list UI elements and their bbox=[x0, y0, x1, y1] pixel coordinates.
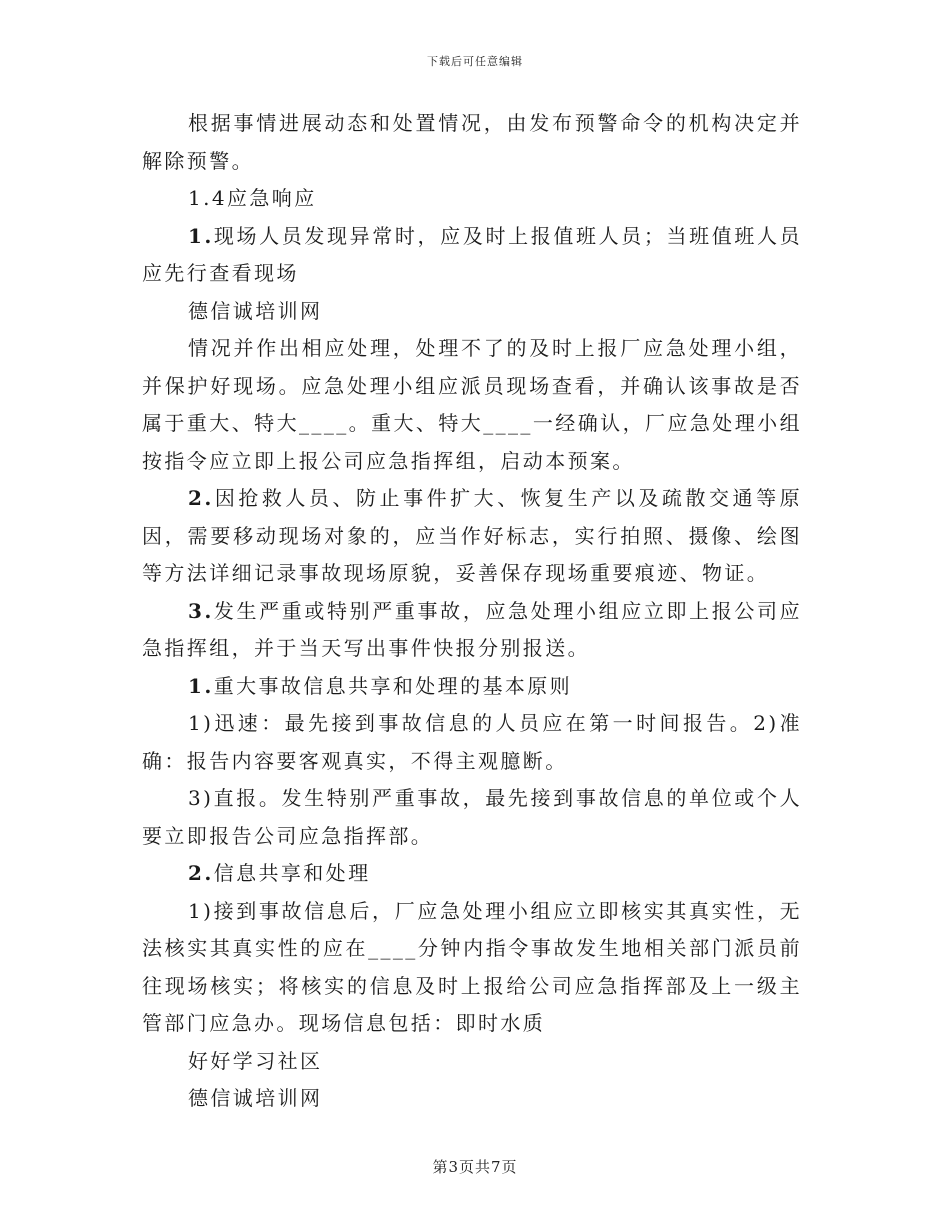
paragraph bbox=[142, 293, 802, 331]
document-body bbox=[142, 105, 802, 1118]
page-footer: 第3页共7页 bbox=[432, 1158, 518, 1176]
paragraph bbox=[142, 1080, 802, 1118]
item-number: 2. bbox=[188, 861, 214, 885]
paragraph bbox=[142, 705, 802, 780]
paragraph-text: 根据事情进展动态和处置情况，由发布预警命令的机构决定并解除预警。 bbox=[142, 111, 802, 173]
paragraph-text: 现场人员发现异常时，应及时上报值班人员；当班值班人员应先行查看现场 bbox=[142, 223, 802, 285]
paragraph bbox=[142, 780, 802, 855]
paragraph bbox=[142, 668, 802, 706]
paragraph bbox=[142, 180, 802, 218]
paragraph-text: 3)直报。发生特别严重事故，最先接到事故信息的单位或个人要立即报告公司应急指挥部。 bbox=[142, 786, 802, 848]
paragraph-text: 德信诚培训网 bbox=[188, 298, 323, 323]
paragraph-text: 德信诚培训网 bbox=[188, 1086, 323, 1110]
paragraph-text: 信息共享和处理 bbox=[213, 861, 371, 885]
paragraph bbox=[142, 1043, 802, 1081]
paragraph bbox=[142, 218, 802, 293]
paragraph bbox=[142, 893, 802, 1043]
paragraph-text: 1)迅速：最先接到事故信息的人员应在第一时间报告。2)准确：报告内容要客观真实，不得主观臆断。 bbox=[142, 711, 802, 773]
paragraph-text: 重大事故信息共享和处理的基本原则 bbox=[213, 673, 573, 698]
paragraph bbox=[142, 480, 802, 593]
paragraph bbox=[142, 330, 802, 480]
paragraph bbox=[142, 855, 802, 893]
item-number: 2. bbox=[188, 486, 214, 510]
paragraph-text: 1.4应急响应 bbox=[188, 186, 317, 210]
item-number: 3. bbox=[188, 598, 214, 623]
paragraph-text: 情况并作出相应处理，处理不了的及时上报厂应急处理小组，并保护好现场。应急处理小组应派员现场查看，并确认该事故是否属于重大、特大____。重大、特大____一经确认，厂应急处理小组按指令应立即上报公司应急指挥组，启动本预案。 bbox=[142, 336, 802, 473]
paragraph-text: 发生严重或特别严重事故，应急处理小组应立即上报公司应急指挥组，并于当天写出事件快报分别报送。 bbox=[142, 598, 802, 660]
item-number: 1. bbox=[188, 223, 214, 248]
item-number: 1. bbox=[188, 673, 214, 698]
paragraph-text: 因抢救人员、防止事件扩大、恢复生产以及疏散交通等原因，需要移动现场对象的，应当作好标志，实行拍照、摄像、绘图等方法详细记录事故现场原貌，妥善保存现场重要痕迹、物证。 bbox=[142, 486, 802, 585]
paragraph bbox=[142, 593, 802, 668]
paragraph-text: 1)接到事故信息后，厂应急处理小组应立即核实其真实性，无法核实其真实性的应在____分钟内指令事故发生地相关部门派员前往现场核实；将核实的信息及时上报给公司应急指挥部及上一级主管部门应急办。现场信息包括：即时水质 bbox=[142, 898, 802, 1035]
paragraph bbox=[142, 105, 802, 180]
paragraph-text: 好好学习社区 bbox=[188, 1048, 323, 1073]
page-header: 下载后可任意编辑 bbox=[427, 55, 523, 68]
